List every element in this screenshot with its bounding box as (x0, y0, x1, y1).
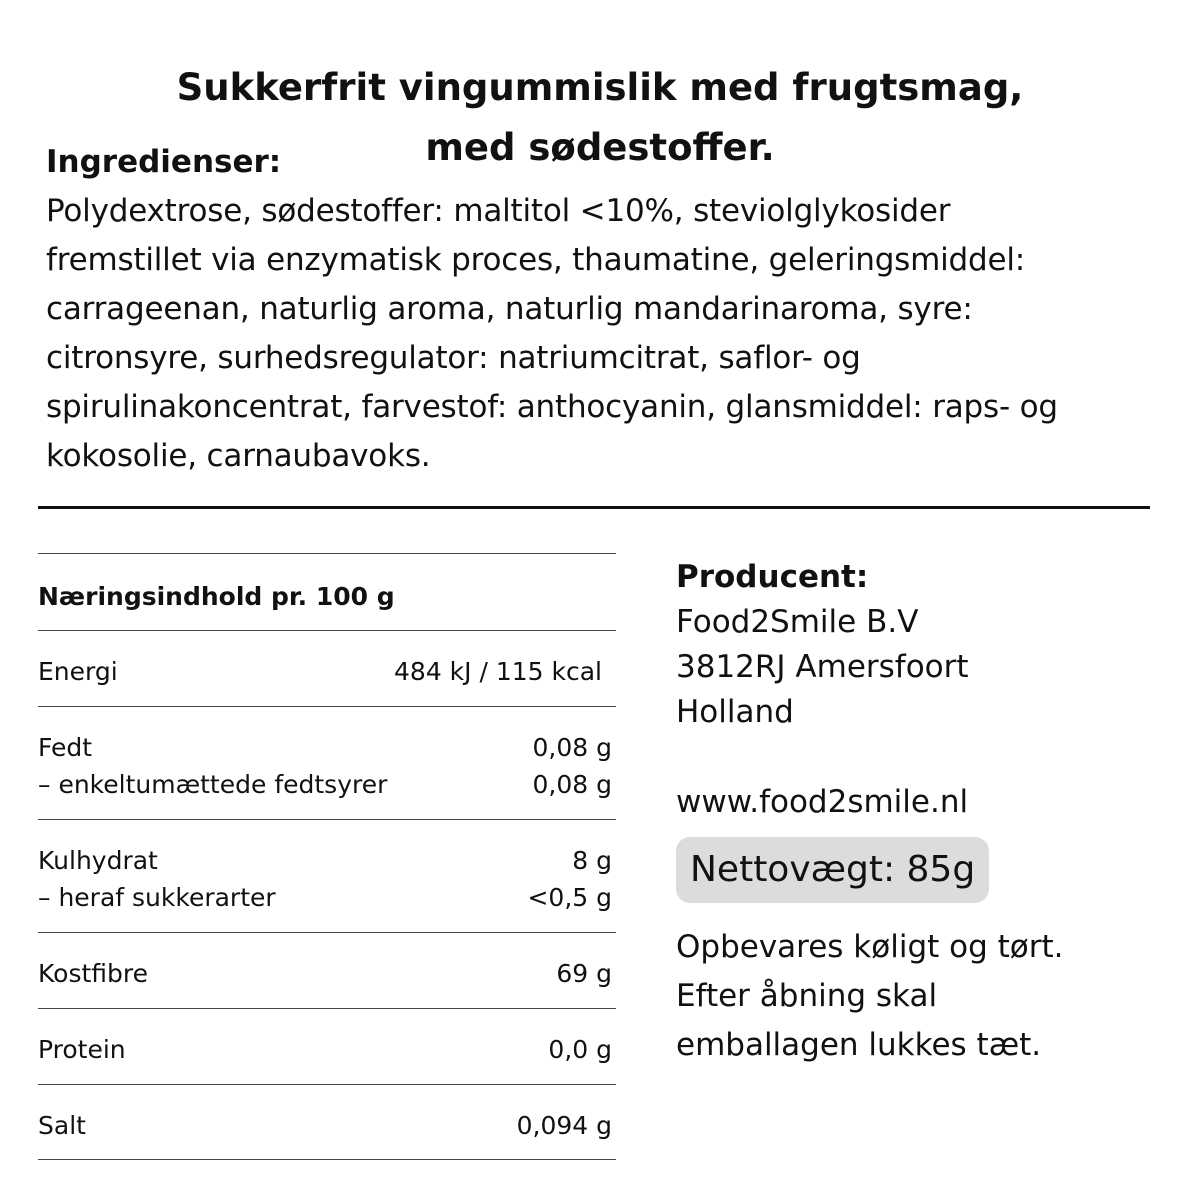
producer-panel (676, 555, 1176, 1070)
energy-value: 484 kJ / 115 kcal (394, 657, 602, 686)
producer-name: Food2Smile B.V (676, 604, 919, 640)
fibre-label: Kostfibre (38, 959, 148, 988)
nutrition-row-energy (38, 630, 616, 706)
storage-line-1: Opbevares køligt og tørt. (676, 929, 1064, 965)
nutrition-heading: Næringsindhold pr. 100 g (38, 582, 395, 611)
sugars-value: <0,5 g (527, 883, 612, 912)
section-divider (38, 506, 1150, 509)
nutrition-row-fat (38, 706, 616, 819)
energy-label: Energi (38, 657, 118, 686)
producer-heading: Producent: (676, 559, 869, 595)
monounsaturated-fat-label: – enkeltumættede fedtsyrer (38, 770, 388, 799)
salt-label: Salt (38, 1111, 86, 1140)
fibre-value: 69 g (556, 959, 612, 988)
product-title-line-2: med sødestoffer. (425, 126, 775, 169)
ingredients-heading: Ingredienser: (46, 144, 282, 180)
nutrition-table (38, 553, 616, 1160)
nutrition-row-protein (38, 1008, 616, 1084)
ingredients-line: carrageenan, naturlig aroma, naturlig mandarinaroma, syre: (46, 291, 973, 327)
salt-value: 0,094 g (516, 1111, 612, 1140)
fat-label: Fedt (38, 733, 93, 762)
sugars-label: – heraf sukkerarter (38, 883, 276, 912)
storage-line-2: Efter åbning skal (676, 978, 938, 1014)
producer-country: Holland (676, 694, 794, 730)
ingredients-line: spirulinakoncentrat, farvestof: anthocyanin, glansmiddel: raps- og (46, 389, 1058, 425)
protein-value: 0,0 g (548, 1035, 612, 1064)
ingredients-text (46, 187, 1166, 481)
ingredients-line: Polydextrose, sødestoffer: maltitol <10%, steviolglykosider (46, 193, 951, 229)
storage-instructions (676, 923, 1176, 1070)
producer-website: www.food2smile.nl (676, 784, 969, 820)
fat-value: 0,08 g (532, 733, 612, 762)
monounsaturated-fat-value: 0,08 g (532, 770, 612, 799)
ingredients-line: fremstillet via enzymatisk proces, thaumatine, geleringsmiddel: (46, 242, 1026, 278)
nutrition-header-row (38, 553, 616, 630)
nutrition-row-fibre (38, 932, 616, 1008)
ingredients-line: kokosolie, carnaubavoks. (46, 438, 431, 474)
product-title-line-1: Sukkerfrit vingummislik med frugtsmag, (176, 66, 1024, 109)
nutrition-row-carbohydrate (38, 819, 616, 932)
carbohydrate-label: Kulhydrat (38, 846, 158, 875)
storage-line-3: emballagen lukkes tæt. (676, 1027, 1042, 1063)
net-weight-badge: Nettovægt: 85g (676, 837, 989, 903)
nutrition-row-salt (38, 1084, 616, 1160)
producer-address: 3812RJ Amersfoort (676, 649, 969, 685)
carbohydrate-value: 8 g (572, 846, 612, 875)
ingredients-line: citronsyre, surhedsregulator: natriumcitrat, saflor- og (46, 340, 861, 376)
protein-label: Protein (38, 1035, 126, 1064)
